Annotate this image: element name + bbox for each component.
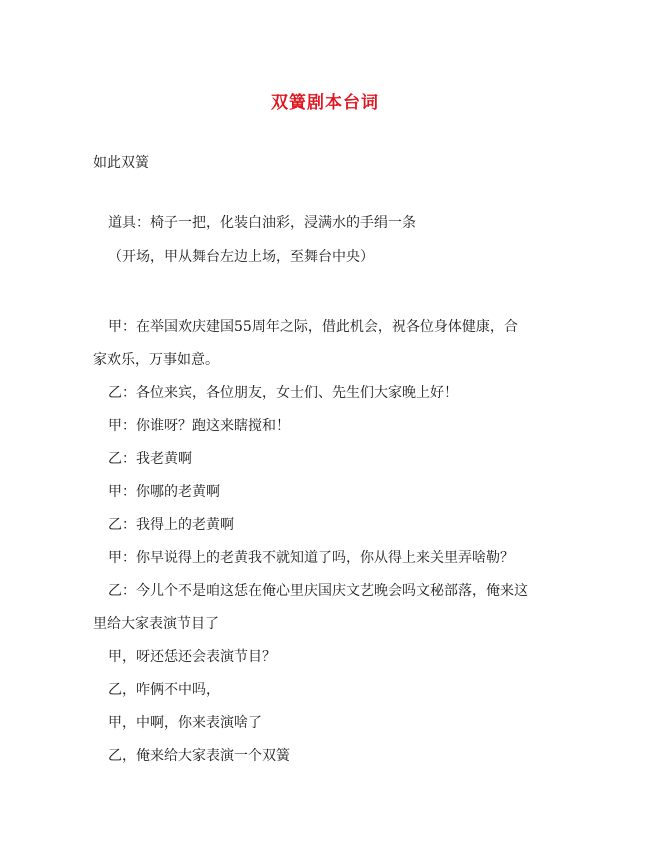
dialogue-line: 乙：我得上的老黄啊 [108,517,234,533]
dialogue-line: 乙：各位来宾，各位朋友，女士们、先生们大家晚上好！ [108,385,458,401]
document-subtitle: 如此双簧 [93,155,149,171]
dialogue-line: 甲：你谁呀？跑这来瞎搅和！ [108,418,290,434]
dialogue-line: 甲，中啊，你来表演啥了 [108,715,262,731]
dialogue-line: 乙，咋俩不中吗， [108,682,220,698]
stage-direction-line: （开场，甲从舞台左边上场，至舞台中央） [108,249,374,265]
dialogue-line: 乙：我老黄啊 [108,451,192,467]
dialogue-line: 甲：你早说得上的老黄我不就知道了吗，你从得上来关里弄啥勒？ [108,550,514,566]
dialogue-line: 乙：今儿个不是咱这恁在俺心里庆国庆文艺晚会吗文秘部落，俺来这 [108,583,528,599]
document-title: 双簧剧本台词 [271,93,379,113]
props-line: 道具：椅子一把，化装白油彩，浸满水的手绢一条 [108,215,416,231]
dialogue-line: 甲，呀还恁还会表演节目？ [108,649,276,665]
dialogue-line-continuation: 里给大家表演节目了 [93,616,219,632]
dialogue-line: 甲：在举国欢庆建国55周年之际，借此机会，祝各位身体健康，合 [108,319,518,335]
dialogue-line: 乙，俺来给大家表演一个双簧 [108,748,290,764]
dialogue-line-continuation: 家欢乐，万事如意。 [93,352,219,368]
dialogue-line: 甲：你哪的老黄啊 [108,484,220,500]
